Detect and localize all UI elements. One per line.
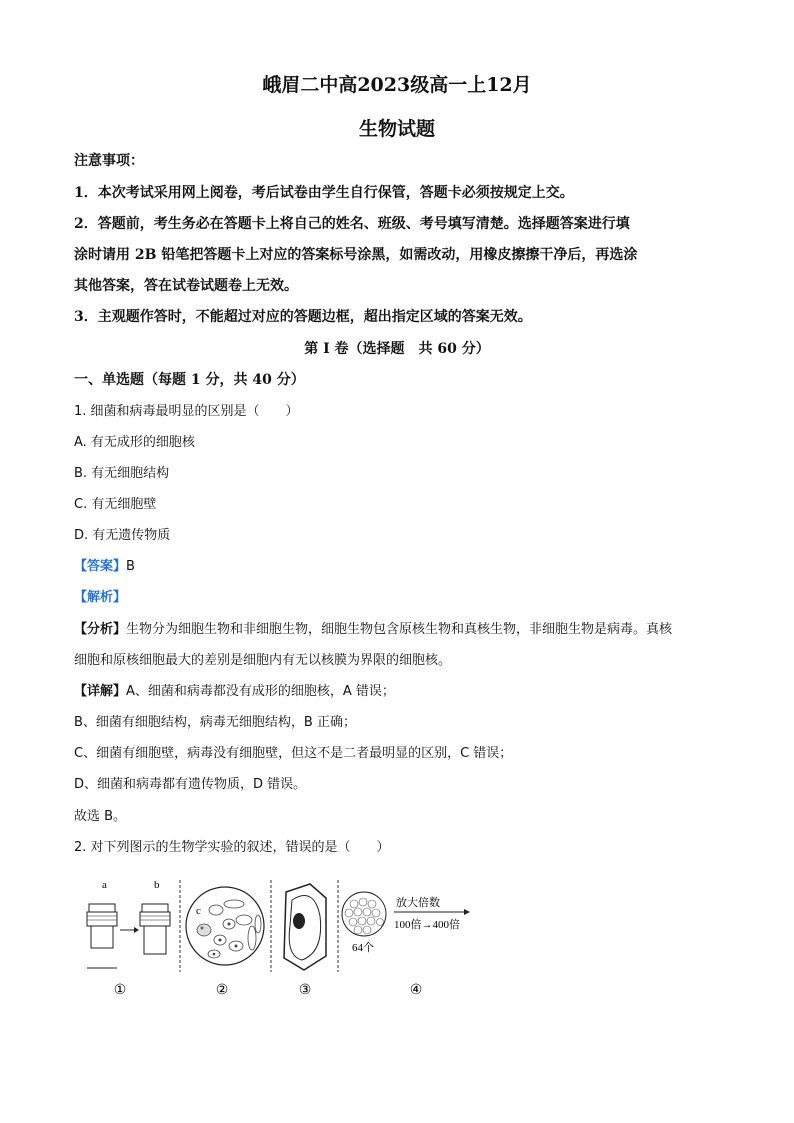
objective-lens-a <box>87 904 117 968</box>
q1-option-d: D. 有无遗传物质 <box>74 528 171 543</box>
section-heading: 一、单选题（每题 1 分，共 40 分） <box>74 372 305 388</box>
microscope-field <box>186 887 264 965</box>
panel-label-4: ④ <box>409 982 423 998</box>
lens-label-b: b <box>154 879 160 891</box>
notice-item-3: 3．主观题作答时，不能超过对应的答题边框，超出指定区域的答案无效。 <box>74 309 532 325</box>
q2-figure <box>74 876 494 1010</box>
page-subtitle: 生物试题 <box>358 118 435 140</box>
detail-text-1: A、细菌和病毒都没有成形的细胞核，A 错误； <box>126 684 395 699</box>
objective-lens-b <box>140 904 170 954</box>
q2-figure-svg <box>74 876 494 1006</box>
field-label-c: c <box>196 905 201 917</box>
answer-tag: 【答案】 <box>74 559 127 574</box>
notice-item-2: 2．答题前，考生务必在答题卡上将自己的姓名、班级、考号填写清楚。选择题答案进行填 <box>74 216 630 232</box>
nucleus <box>293 913 305 929</box>
q1-answer-line <box>74 555 135 574</box>
q2-stem: 2. 对下列图示的生物学实验的叙述，错误的是（ ） <box>74 840 390 855</box>
lens-label-a: a <box>102 879 107 891</box>
fenxi-tag: 【分析】 <box>74 622 127 637</box>
plant-cell <box>284 884 326 970</box>
fenxi-text-1: 生物分为细胞生物和非细胞生物，细胞生物包含原核生物和真核生物，非细胞生物是病毒。真核 <box>126 622 673 637</box>
q1-analysis-line <box>74 586 126 605</box>
magnify-label: 放大倍数 <box>396 897 440 909</box>
cell-cluster <box>342 892 386 936</box>
q1-detail-line-1 <box>74 680 395 699</box>
panel-label-2: ② <box>215 982 229 998</box>
q1-fenxi-line-1 <box>74 618 672 637</box>
q1-conclusion: 故选 B。 <box>74 809 127 824</box>
notice-item-2-cont: 涂时请用 2B 铅笔把答题卡上对应的答案标号涂黑，如需改动，用橡皮擦擦干净后，再选涂 <box>74 247 638 263</box>
panel-label-1: ① <box>113 982 127 998</box>
arrow-icon <box>394 909 470 915</box>
analysis-tag: 【解析】 <box>74 590 127 605</box>
cell-count: 64个 <box>352 942 374 954</box>
part-title: 第 I 卷（选择题 共 60 分） <box>304 341 490 357</box>
q1-detail-line-4: D、细菌和病毒都有遗传物质，D 错误。 <box>74 777 307 792</box>
detail-tag: 【详解】 <box>74 684 127 699</box>
q1-stem: 1. 细菌和病毒最明显的区别是（ ） <box>74 404 299 419</box>
q1-option-a: A. 有无成形的细胞核 <box>74 435 195 450</box>
q1-option-c: C. 有无细胞壁 <box>74 497 157 512</box>
notice-item-1: 1．本次考试采用网上阅卷，考后试卷由学生自行保管，答题卡必须按规定上交。 <box>74 185 574 201</box>
page-title: 峨眉二中高2023级高一上12月 <box>262 74 532 96</box>
q1-fenxi-line-2: 细胞和原核细胞最大的差别是细胞内有无以核膜为界限的细胞核。 <box>74 653 452 668</box>
notice-item-2-end: 其他答案，答在试卷试题卷上无效。 <box>74 278 298 294</box>
panel-label-3: ③ <box>298 982 312 998</box>
q1-detail-line-3: C、细菌有细胞壁，病毒没有细胞壁，但这不是二者最明显的区别，C 错误； <box>74 746 513 761</box>
magnify-range: 100倍→400倍 <box>394 919 460 931</box>
q1-detail-line-2: B、细菌有细胞结构，病毒无细胞结构，B 正确； <box>74 715 356 730</box>
arrow-icon <box>120 927 139 933</box>
answer-value: B <box>126 559 135 574</box>
q1-option-b: B. 有无细胞结构 <box>74 466 170 481</box>
notice-heading: 注意事项： <box>74 153 144 169</box>
